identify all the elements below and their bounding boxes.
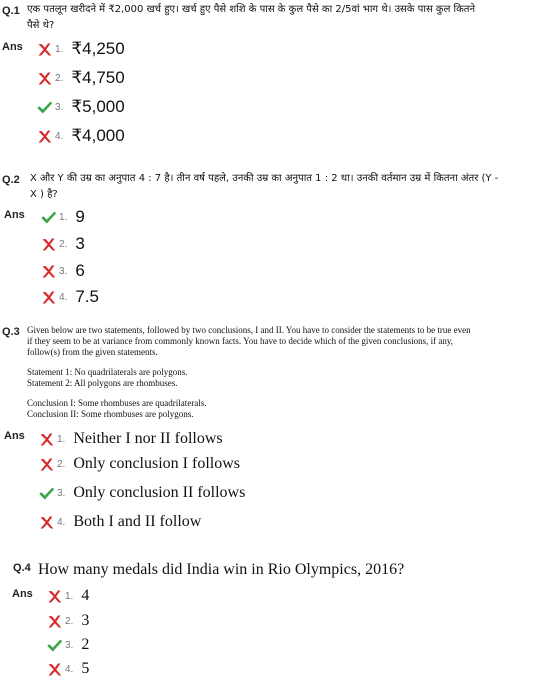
- option-1: [46, 584, 89, 608]
- option-3: [38, 481, 245, 505]
- conclusion-1: Conclusion I: Some rhombuses are quadrilaterals.: [27, 398, 207, 408]
- option-number: 2.: [55, 72, 64, 84]
- option-number: 3.: [55, 101, 64, 113]
- option-3: [46, 633, 89, 657]
- question-line: follow(s) from the given statements.: [27, 347, 158, 357]
- option-number: 1.: [65, 590, 74, 602]
- check-icon: [38, 485, 55, 502]
- option-1: [38, 427, 223, 451]
- question-text: X और Y की उम्र का अनुपात 4 : 7 है। तीन वर्ष पहले, उनकी उम्र का अनुपात 1 : 2 था। उनकी वर्तमान उम्र में कितना अंतर (Y - X ) है?: [30, 173, 499, 200]
- cross-icon: [38, 514, 55, 531]
- option-text: Only conclusion I follows: [73, 455, 240, 472]
- cross-icon: [40, 263, 57, 280]
- option-2: [46, 609, 89, 633]
- option-text: ₹4,000: [71, 126, 125, 145]
- question-number: Q.1: [2, 5, 20, 17]
- option-number: 4.: [65, 663, 74, 675]
- option-text: Neither I nor II follows: [73, 430, 223, 447]
- cross-icon: [36, 41, 53, 58]
- option-number: 4.: [57, 516, 66, 528]
- option-1: [40, 205, 85, 229]
- check-icon: [36, 99, 53, 116]
- ans-label: Ans: [4, 209, 25, 221]
- question-number: Q.2: [2, 174, 20, 186]
- option-3: [40, 259, 85, 283]
- ans-label: Ans: [4, 430, 25, 442]
- cross-icon: [38, 431, 55, 448]
- cross-icon: [46, 588, 63, 605]
- statement-1: Statement 1: No quadrilaterals are polygons.: [27, 367, 188, 377]
- option-text: 3: [75, 234, 85, 253]
- option-text: 6: [75, 261, 85, 280]
- question-text: एक पतलून खरीदने में ₹2,000 खर्च हुए। खर्च हुए पैसे शशि के पास के कुल पैसे का 2/5वां भाग थे। उसके पास कुल कितने पैसे थे?: [27, 4, 476, 31]
- option-4: [38, 510, 201, 534]
- option-number: 2.: [65, 615, 74, 627]
- option-text: 5: [81, 660, 90, 677]
- option-text: 4: [81, 587, 90, 604]
- option-text: ₹4,750: [71, 68, 125, 87]
- cross-icon: [40, 236, 57, 253]
- option-text: Only conclusion II follows: [73, 484, 246, 501]
- option-2: [40, 232, 85, 256]
- option-text: ₹4,250: [71, 39, 125, 58]
- option-text: 2: [81, 636, 90, 653]
- question-line: if they seem to be at variance from commonly known facts. You have to decide which of the given conclusions, if any,: [27, 336, 454, 346]
- option-4: [46, 657, 89, 681]
- cross-icon: [38, 456, 55, 473]
- question-text: [27, 325, 502, 429]
- option-text: ₹5,000: [71, 97, 125, 116]
- cross-icon: [36, 128, 53, 145]
- ans-label: Ans: [12, 588, 33, 600]
- option-number: 1.: [59, 211, 68, 223]
- option-text: 3: [81, 612, 90, 629]
- cross-icon: [40, 289, 57, 306]
- option-number: 2.: [57, 458, 66, 470]
- option-number: 4.: [55, 130, 64, 142]
- statement-2: Statement 2: All polygons are rhombuses.: [27, 378, 178, 388]
- option-number: 1.: [57, 433, 66, 445]
- option-text: Both I and II follow: [73, 513, 202, 530]
- option-number: 4.: [59, 291, 68, 303]
- check-icon: [40, 209, 57, 226]
- option-2: [36, 66, 125, 90]
- option-1: [36, 37, 125, 61]
- question-number: Q.4: [13, 562, 31, 574]
- option-4: [36, 124, 125, 148]
- option-number: 2.: [59, 238, 68, 250]
- option-number: 1.: [55, 43, 64, 55]
- check-icon: [46, 637, 63, 654]
- conclusion-2: Conclusion II: Some rhombuses are polygons.: [27, 409, 194, 419]
- option-2: [38, 452, 240, 476]
- option-number: 3.: [57, 487, 66, 499]
- option-number: 3.: [65, 639, 74, 651]
- cross-icon: [46, 613, 63, 630]
- option-number: 3.: [59, 265, 68, 277]
- option-3: [36, 95, 125, 119]
- question-text: How many medals did India win in Rio Olympics, 2016?: [38, 561, 405, 578]
- question-number: Q.3: [2, 326, 20, 338]
- option-text: 9: [75, 207, 85, 226]
- ans-label: Ans: [2, 41, 23, 53]
- question-line: Given below are two statements, followed by two conclusions, I and II. You have to consider the statements to be true even: [27, 325, 471, 335]
- option-4: [40, 285, 99, 309]
- cross-icon: [36, 70, 53, 87]
- option-text: 7.5: [75, 287, 99, 306]
- cross-icon: [46, 661, 63, 678]
